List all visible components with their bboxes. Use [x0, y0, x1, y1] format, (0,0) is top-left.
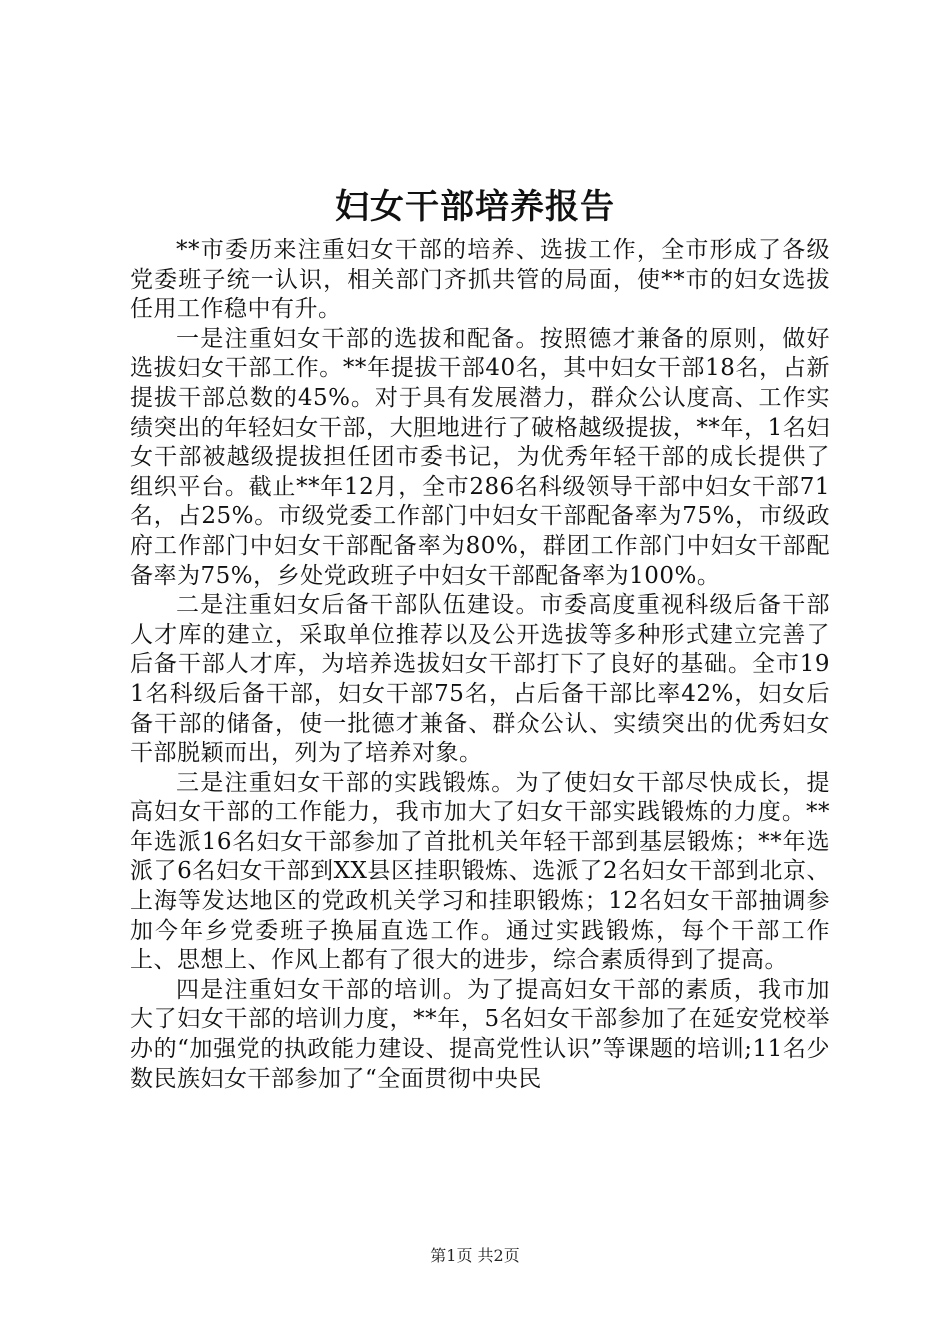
paragraph-intro: **市委历来注重妇女干部的培养、选拔工作，全市形成了各级党委班子统一认识，相关部门齐抓共管的局面，使**市的妇女选拔任用工作稳中有升。: [130, 237, 830, 323]
paragraph-selection: 一是注重妇女干部的选拔和配备。按照德才兼备的原则，做好选拔妇女干部工作。**年提拔干部40名，其中妇女干部18名，占新提拔干部总数的45%。对于具有发展潜力，群众公认度高、工作实绩突出的年轻妇女干部，大胆地进行了破格越级提拔，**年，1名妇女干部被越级提拔担任团市委书记，为优秀年轻干部的成长提供了组织平台。截止**年12月，全市286名科级领导干部中妇女干部71名，占25%。市级党委工作部门中妇女干部配备率为75%，市级政府工作部门中妇女干部配备率为80%，群团工作部门中妇女干部配备率为75%，乡处党政班子中妇女干部配备率为100%。: [130, 325, 830, 589]
paragraph-cadre-training: 四是注重妇女干部的培训。为了提高妇女干部的素质，我市加大了妇女干部的培训力度，**年，5名妇女干部参加了在延安党校举办的“加强党的执政能力建设、提高党性认识”等课题的培训;11名少数民族妇女干部参加了“全面贯彻中央民: [130, 976, 830, 1092]
document-title: 妇女干部培养报告: [335, 187, 615, 227]
page-footer: 第1页 共2页: [430, 1246, 520, 1265]
paragraph-practice-training: 三是注重妇女干部的实践锻炼。为了使妇女干部尽快成长，提高妇女干部的工作能力，我市加大了妇女干部实践锻炼的力度。**年选派16名妇女干部参加了首批机关年轻干部到基层锻炼；**年选派了6名妇女干部到XX县区挂职锻炼、选派了2名妇女干部到北京、上海等发达地区的党政机关学习和挂职锻炼；12名妇女干部抽调参加今年乡党委班子换届直选工作。通过实践锻炼，每个干部工作上、思想上、作风上都有了很大的进步，综合素质得到了提高。: [130, 769, 830, 974]
paragraph-reserve-cadres: 二是注重妇女后备干部队伍建设。市委高度重视科级后备干部人才库的建立，采取单位推荐以及公开选拔等多种形式建立完善了后备干部人才库，为培养选拔妇女干部打下了良好的基础。全市191名科级后备干部，妇女干部75名，占后备干部比率42%，妇女后备干部的储备，使一批德才兼备、群众公认、实绩突出的优秀妇女干部脱颖而出，列为了培养对象。: [130, 592, 830, 767]
document-body: [130, 236, 830, 1094]
